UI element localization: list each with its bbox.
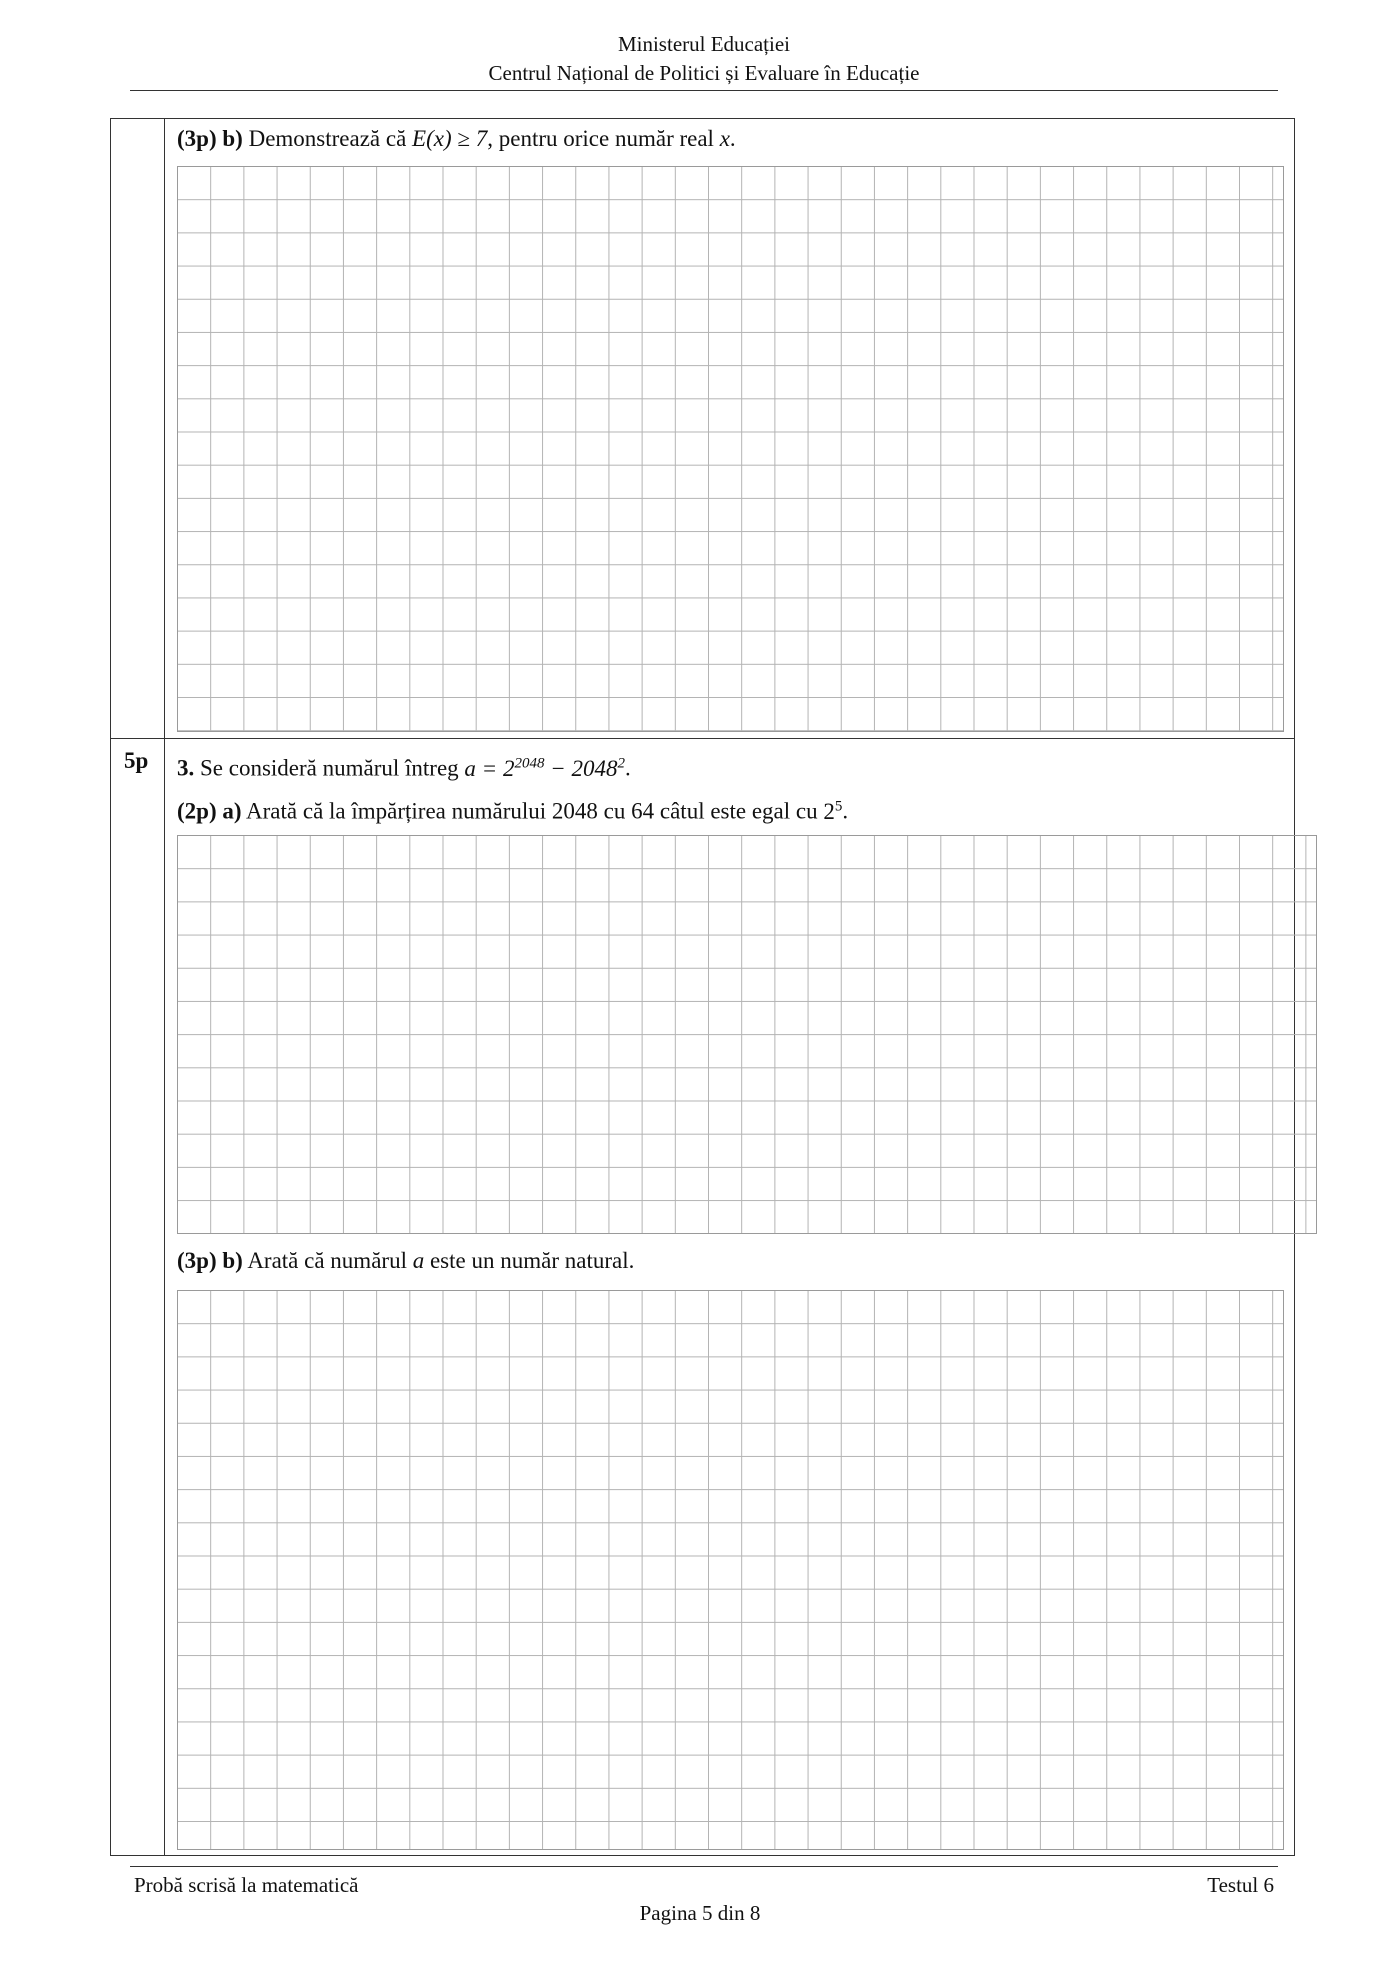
item-3a-number1: 2048 bbox=[551, 798, 598, 824]
item-3a-number2: 64 bbox=[631, 798, 655, 824]
item-3-expr-exp: 2048 bbox=[514, 755, 545, 771]
item-3-expr-mid: − 2048 bbox=[544, 755, 618, 781]
item-3-intro: Se consideră numărul întreg bbox=[200, 755, 459, 781]
item-3a-power bbox=[823, 799, 842, 824]
item-3-expr-exp2: 2 bbox=[617, 755, 625, 771]
item-2b-period: . bbox=[729, 126, 736, 151]
page-header bbox=[130, 30, 1278, 88]
footer-test-number: Testul 6 bbox=[1207, 1873, 1274, 1897]
item-3-expr-lhs: a = 2 bbox=[464, 755, 515, 781]
item-3b-letter: b) bbox=[222, 1248, 243, 1273]
ministry-title: Ministerul Educației bbox=[617, 32, 791, 56]
footer-page-number: Pagina 5 din 8 bbox=[639, 1901, 761, 1925]
item-3a-points: (2p) bbox=[177, 798, 217, 824]
item-3a-statement bbox=[177, 798, 848, 825]
item-3-number: 3. bbox=[177, 755, 195, 781]
answer-grid-3a[interactable] bbox=[177, 835, 1317, 1234]
item-3-period: . bbox=[624, 755, 631, 781]
item-3-statement bbox=[177, 755, 631, 782]
item-2b-letter: b) bbox=[222, 126, 243, 151]
item-3b-text1: Arată că numărul bbox=[247, 1248, 407, 1273]
item-3b-text2: este un număr natural. bbox=[429, 1248, 635, 1273]
item-2b-points: (3p) bbox=[177, 126, 217, 151]
item-3a-exp: 5 bbox=[834, 798, 843, 814]
item-divider bbox=[110, 738, 1295, 739]
item-2b-text-before: Demonstrează că bbox=[248, 126, 407, 151]
item-3a-base: 2 bbox=[823, 798, 835, 824]
item-3a-letter: a) bbox=[222, 798, 242, 824]
item-3b-statement bbox=[177, 1248, 634, 1274]
item-2b-expression: E(x) ≥ 7 bbox=[412, 126, 488, 151]
header-rule bbox=[130, 90, 1278, 91]
footer-exam-name: Probă scrisă la matematică bbox=[134, 1873, 359, 1897]
item-3a-text3: câtul este egal cu bbox=[659, 798, 818, 824]
score-column-divider bbox=[164, 118, 165, 1856]
item-3a-text2: cu bbox=[603, 798, 626, 824]
item-2b-text-after: , pentru orice număr real bbox=[487, 126, 714, 151]
item-3a-text1: Arată că la împărțirea numărului bbox=[246, 798, 547, 824]
answer-grid-3b[interactable] bbox=[177, 1290, 1284, 1850]
item-3a-period: . bbox=[842, 798, 849, 824]
item-3-score: 5p bbox=[124, 748, 149, 773]
item-2b-statement bbox=[177, 126, 736, 152]
item-3b-variable: a bbox=[412, 1248, 425, 1273]
footer-rule bbox=[130, 1866, 1278, 1867]
item-3b-points: (3p) bbox=[177, 1248, 217, 1273]
center-title: Centrul Național de Politici și Evaluare în Educație bbox=[488, 61, 920, 85]
item-2b-variable: x bbox=[719, 126, 730, 151]
item-3-expression bbox=[464, 756, 625, 781]
answer-grid-2b[interactable] bbox=[177, 166, 1284, 732]
